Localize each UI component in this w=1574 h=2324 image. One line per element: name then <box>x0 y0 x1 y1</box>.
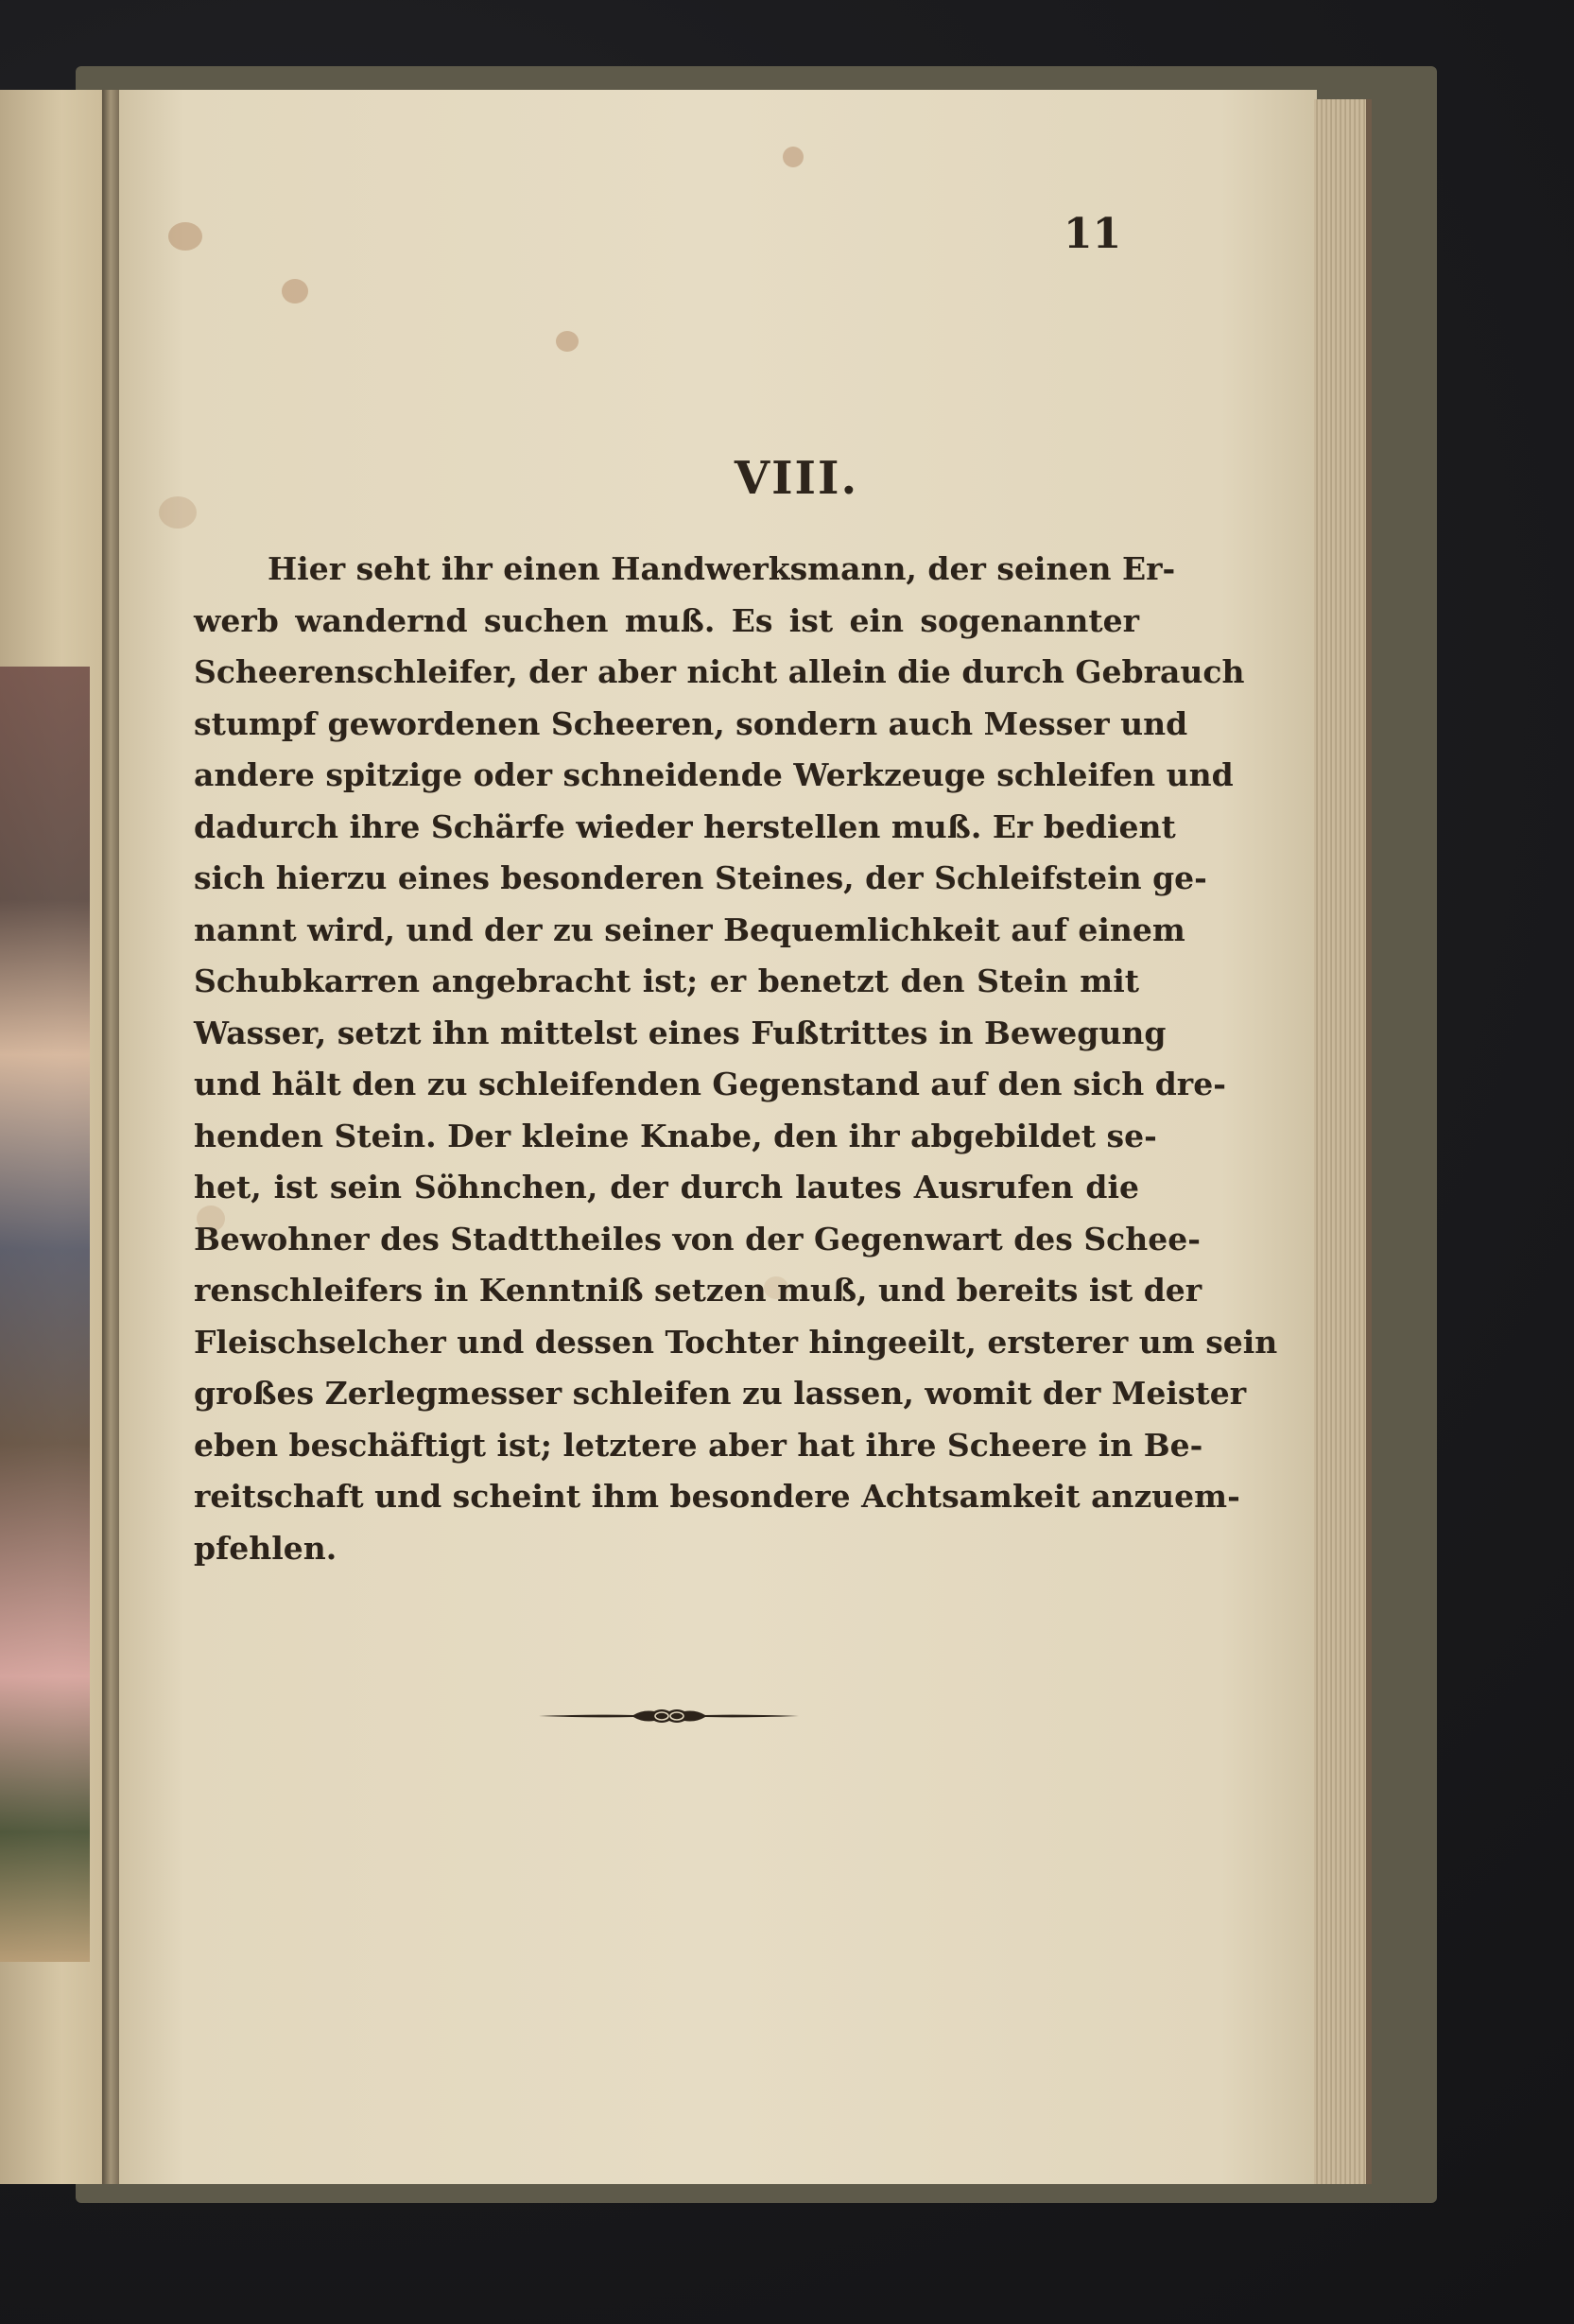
text-line: Hier seht ihr einen Handwerksmann, der seinen Er- <box>268 550 1176 587</box>
tail-ornament-icon <box>539 1706 799 1726</box>
text-line: sich hierzu eines besonderen Steines, der Schleifstein ge- <box>194 859 1207 896</box>
book-gutter <box>102 90 119 2184</box>
text-line: dadurch ihre Schärfe wieder herstellen muß. Er bedient <box>194 807 1176 845</box>
text-line: großes Zerlegmesser schleifen zu lassen, womit der Meister <box>194 1375 1247 1412</box>
text-line: Schubkarren angebracht ist; er benetzt den Stein mit <box>194 963 1139 999</box>
hand-colored-illustration-fragment <box>0 667 90 1962</box>
text-line: nannt wird, und der zu seiner Bequemlichkeit auf einem <box>194 911 1185 948</box>
text-line: renschleifers in Kenntniß setzen muß, und bereits ist der <box>194 1272 1202 1309</box>
chapter-heading: VIII. <box>734 452 859 505</box>
text-line: Wasser, setzt ihn mittelst eines Fußtrittes in Bewegung <box>194 1014 1167 1051</box>
foxing-spot <box>168 222 202 251</box>
text-line: Bewohner des Stadttheiles von der Gegenwart des Schee- <box>194 1220 1201 1257</box>
text-line: reitschaft und scheint ihm besondere Achtsamkeit anzuem- <box>194 1478 1240 1515</box>
text-line: pfehlen. <box>194 1529 337 1567</box>
text-line: Fleischselcher und dessen Tochter hingeeilt, ersterer um sein <box>194 1323 1278 1361</box>
page-number: 11 <box>1064 210 1122 258</box>
text-line: het, ist sein Söhnchen, der durch lautes Ausrufen die <box>194 1169 1139 1205</box>
page-edges <box>1314 99 1372 2184</box>
foxing-spot <box>282 279 308 304</box>
text-line: andere spitzige oder schneidende Werkzeuge schleifen und <box>194 756 1234 793</box>
text-line: und hält den zu schleifenden Gegenstand auf den sich dre- <box>194 1066 1226 1102</box>
text-line: henden Stein. Der kleine Knabe, den ihr abgebildet se- <box>194 1117 1157 1154</box>
text-line: eben beschäftigt ist; letztere aber hat ihre Scheere in Be- <box>194 1426 1203 1464</box>
left-page <box>0 90 112 2184</box>
foxing-spot <box>783 147 804 167</box>
text-line: stumpf gewordenen Scheeren, sondern auch Messer und <box>194 704 1188 742</box>
foxing-spot <box>556 331 579 352</box>
body-text <box>194 544 1278 1574</box>
text-line: Scheerenschleifer, der aber nicht allein die durch Gebrauch <box>194 653 1245 690</box>
text-line: werb wandernd suchen muß. Es ist ein sogenannter <box>194 601 1139 639</box>
